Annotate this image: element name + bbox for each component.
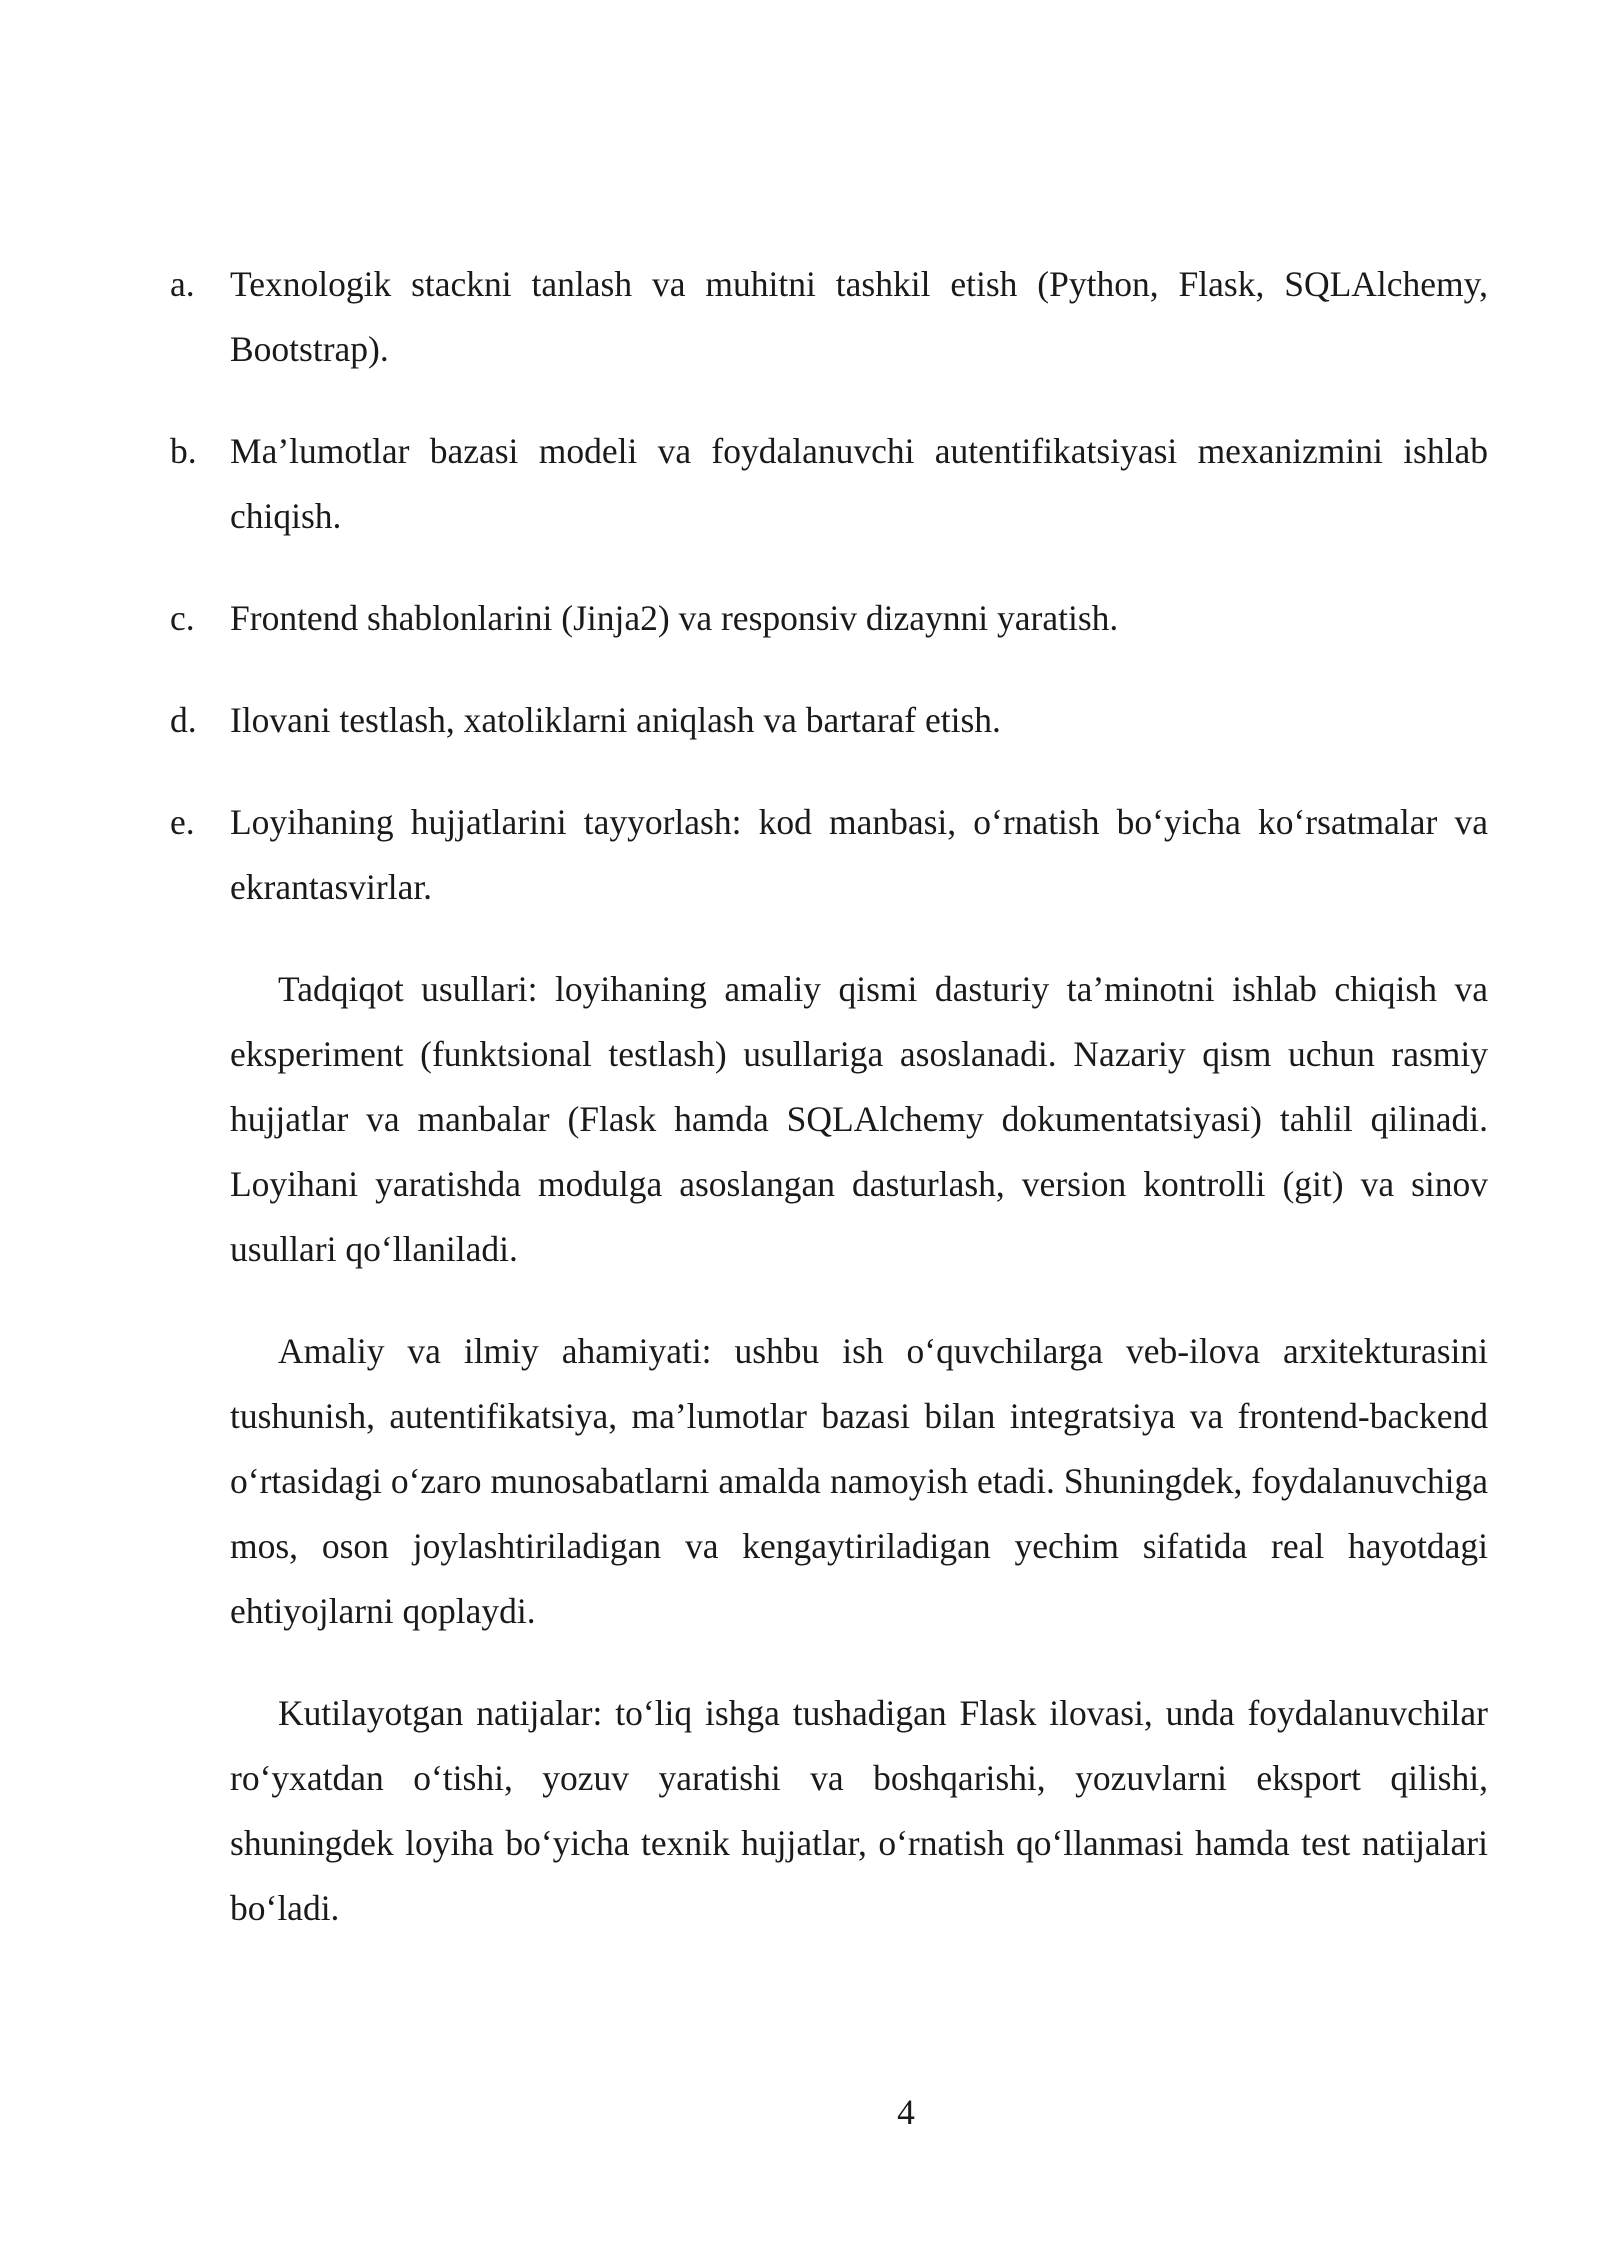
list-item-text: Ma’lumotlar bazasi modeli va foydalanuvchi autentifikatsiyasi mexanizmini ishlab chiqish. [230,431,1488,536]
list-item-text: Loyihaning hujjatlarini tayyorlash: kod manbasi, o‘rnatish bo‘yicha ko‘rsatmalar va ekrantasvirlar. [230,802,1488,907]
task-list [170,252,1488,920]
paragraph-research-methods: Tadqiqot usullari: loyihaning amaliy qismi dasturiy ta’minotni ishlab chiqish va eksperiment (funktsional testlash) usullariga asoslanadi. Nazariy qism uchun rasmiy hujjatlar va manbalar (Flask hamda SQLAlchemy dokumentatsiyasi) tahlil qilinadi. Loyihani yaratishda modulga asoslangan dasturlash, version kontrolli (git) va sinov usullari qo‘llaniladi. [230,969,1488,1269]
paragraph-significance: Amaliy va ilmiy ahamiyati: ushbu ish o‘quvchilarga veb-ilova arxitekturasini tushunish, autentifikatsiya, ma’lumotlar bazasi bilan integratsiya va frontend-backend o‘rtasidagi o‘zaro munosabatlarni amalda namoyish etadi. Shuningdek, foydalanuvchiga mos, oson joylashtiriladigan va kengaytiriladigan yechim sifatida real hayotdagi ehtiyojlarni qoplaydi. [230,1331,1488,1631]
paragraph-expected-results: Kutilayotgan natijalar: to‘liq ishga tushadigan Flask ilovasi, unda foydalanuvchilar ro‘yxatdan o‘tishi, yozuv yaratishi va boshqarishi, yozuvlarni eksport qilishi, shuningdek loyiha bo‘yicha texnik hujjatlar, o‘rnatish qo‘llanmasi hamda test natijalari bo‘ladi. [230,1693,1488,1928]
list-marker: c. [170,598,195,638]
list-marker: e. [170,802,195,842]
list-item-b [170,419,1488,549]
list-item-text: Frontend shablonlarini (Jinja2) va responsiv dizaynni yaratish. [230,598,1119,638]
list-marker: a. [170,264,195,304]
page-number: 4 [897,2092,915,2132]
list-item-text: Texnologik stackni tanlash va muhitni tashkil etish (Python, Flask, SQLAlchemy, Bootstrap). [230,264,1488,369]
list-item-d [170,688,1488,753]
list-marker: d. [170,700,197,740]
page-content [170,252,1488,1978]
list-item-text: Ilovani testlash, xatoliklarni aniqlash va bartaraf etish. [230,700,1001,740]
list-item-e [170,790,1488,920]
list-marker: b. [170,431,197,471]
list-item-a [170,252,1488,382]
list-item-c [170,586,1488,651]
